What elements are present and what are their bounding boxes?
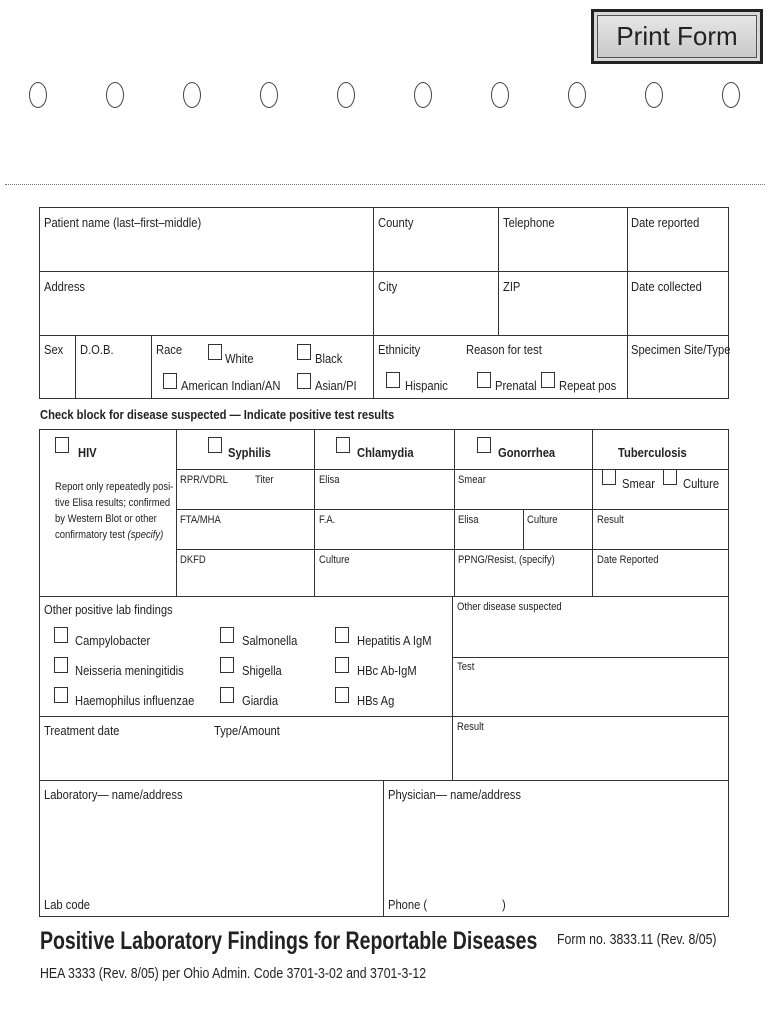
print-form-label: Print Form — [597, 15, 757, 58]
phone-label: Phone ( — [388, 897, 428, 912]
hiv-checkbox[interactable] — [55, 437, 69, 453]
syphilis-checkbox[interactable] — [208, 437, 222, 453]
campylobacter-label: Campylobacter — [75, 633, 151, 648]
gonorrhea-culture-label: Culture — [527, 514, 558, 526]
binder-hole — [260, 82, 278, 108]
haemophilus-checkbox[interactable] — [54, 687, 68, 703]
reason-for-test-label: Reason for test — [466, 342, 542, 357]
chlamydia-elisa-label: Elisa — [319, 474, 340, 486]
physician-label: Physician— name/address — [388, 787, 521, 802]
lab-code-label: Lab code — [44, 897, 91, 912]
titer-label: Titer — [255, 474, 274, 486]
dob-label: D.O.B. — [80, 342, 114, 357]
race-black-label: Black — [315, 351, 343, 366]
syphilis-label: Syphilis — [228, 445, 271, 460]
salmonella-checkbox[interactable] — [220, 627, 234, 643]
gonorrhea-smear-label: Smear — [458, 474, 486, 486]
hbs-checkbox[interactable] — [335, 687, 349, 703]
binder-hole — [106, 82, 124, 108]
ppng-resist-label: PPNG/Resist, (specify) — [458, 554, 555, 566]
hiv-note-line: Report only repeatedly posi- — [55, 481, 174, 493]
chlamydia-checkbox[interactable] — [336, 437, 350, 453]
chlamydia-label: Chlamydia — [357, 445, 414, 460]
giardia-checkbox[interactable] — [220, 687, 234, 703]
binder-hole — [645, 82, 663, 108]
shigella-checkbox[interactable] — [220, 657, 234, 673]
county-label: County — [378, 215, 414, 230]
race-american-indian-checkbox[interactable] — [163, 373, 177, 389]
form-title: Positive Laboratory Findings for Reportable Diseases — [40, 927, 538, 955]
date-reported-label: Date reported — [631, 215, 700, 230]
gonorrhea-label: Gonorrhea — [498, 445, 556, 460]
prenatal-checkbox[interactable] — [477, 372, 491, 388]
fta-mha-label: FTA/MHA — [180, 514, 221, 526]
ethnicity-label: Ethnicity — [378, 342, 421, 357]
gonorrhea-elisa-label: Elisa — [458, 514, 479, 526]
binder-hole — [414, 82, 432, 108]
laboratory-label: Laboratory— name/address — [44, 787, 183, 802]
binder-hole — [722, 82, 740, 108]
salmonella-label: Salmonella — [242, 633, 298, 648]
repeat-pos-checkbox[interactable] — [541, 372, 555, 388]
tuberculosis-label: Tuberculosis — [618, 445, 687, 460]
specimen-label: Specimen Site/Type — [631, 342, 731, 357]
tb-date-reported-label: Date Reported — [597, 554, 659, 566]
race-american-indian-label: American Indian/AN — [181, 378, 281, 393]
other-lab-findings-label: Other positive lab findings — [44, 602, 173, 617]
binder-hole — [568, 82, 586, 108]
test-label: Test — [457, 661, 475, 673]
binder-hole — [29, 82, 47, 108]
giardia-label: Giardia — [242, 693, 279, 708]
check-block-heading: Check block for disease suspected — Indicate positive test results — [40, 407, 395, 422]
sex-label: Sex — [44, 342, 64, 357]
print-form-button[interactable] — [591, 9, 763, 64]
telephone-label: Telephone — [503, 215, 555, 230]
zip-label: ZIP — [503, 279, 521, 294]
neisseria-label: Neisseria meningitidis — [75, 663, 184, 678]
haemophilus-label: Haemophilus influenzae — [75, 693, 195, 708]
binder-hole — [183, 82, 201, 108]
tb-culture-checkbox[interactable] — [663, 469, 677, 485]
prenatal-label: Prenatal — [495, 378, 537, 393]
form-number: Form no. 3833.11 (Rev. 8/05) — [557, 931, 717, 948]
dkfd-label: DKFD — [180, 554, 206, 566]
hiv-note-line: confirmatory test (specify) — [55, 529, 164, 541]
treatment-date-label: Treatment date — [44, 723, 120, 738]
hepatitis-a-checkbox[interactable] — [335, 627, 349, 643]
gonorrhea-checkbox[interactable] — [477, 437, 491, 453]
perforation-line — [5, 184, 765, 185]
binder-hole — [491, 82, 509, 108]
race-black-checkbox[interactable] — [297, 344, 311, 360]
hiv-note-line: by Western Blot or other — [55, 513, 157, 525]
repeat-pos-label: Repeat pos — [559, 378, 617, 393]
hiv-note-line: tive Elisa results; confirmed — [55, 497, 171, 509]
phone-close-paren: ) — [502, 897, 506, 912]
campylobacter-checkbox[interactable] — [54, 627, 68, 643]
race-white-checkbox[interactable] — [208, 344, 222, 360]
chlamydia-fa-label: F.A. — [319, 514, 336, 526]
city-label: City — [378, 279, 398, 294]
patient-info-section — [39, 207, 729, 399]
tb-smear-checkbox[interactable] — [602, 469, 616, 485]
chlamydia-culture-label: Culture — [319, 554, 350, 566]
admin-code: HEA 3333 (Rev. 8/05) per Ohio Admin. Code 3701-3-02 and 3701-3-12 — [40, 965, 427, 982]
hispanic-label: Hispanic — [405, 378, 448, 393]
tb-result-label: Result — [597, 514, 624, 526]
race-label: Race — [156, 342, 183, 357]
type-amount-label: Type/Amount — [214, 723, 280, 738]
race-asian-label: Asian/PI — [315, 378, 357, 393]
tb-smear-label: Smear — [622, 476, 655, 491]
tb-culture-label: Culture — [683, 476, 720, 491]
hiv-label: HIV — [78, 445, 97, 460]
rpr-vdrl-label: RPR/VDRL — [180, 474, 228, 486]
patient-name-label: Patient name (last–first–middle) — [44, 215, 202, 230]
binder-hole — [337, 82, 355, 108]
hepatitis-a-label: Hepatitis A IgM — [357, 633, 432, 648]
shigella-label: Shigella — [242, 663, 282, 678]
result-label: Result — [457, 721, 484, 733]
hbc-checkbox[interactable] — [335, 657, 349, 673]
race-white-label: White — [225, 351, 254, 366]
hispanic-checkbox[interactable] — [386, 372, 400, 388]
race-asian-checkbox[interactable] — [297, 373, 311, 389]
hbc-label: HBc Ab-IgM — [357, 663, 417, 678]
date-collected-label: Date collected — [631, 279, 702, 294]
hbs-label: HBs Ag — [357, 693, 395, 708]
neisseria-checkbox[interactable] — [54, 657, 68, 673]
address-label: Address — [44, 279, 86, 294]
other-disease-label: Other disease suspected — [457, 601, 562, 613]
